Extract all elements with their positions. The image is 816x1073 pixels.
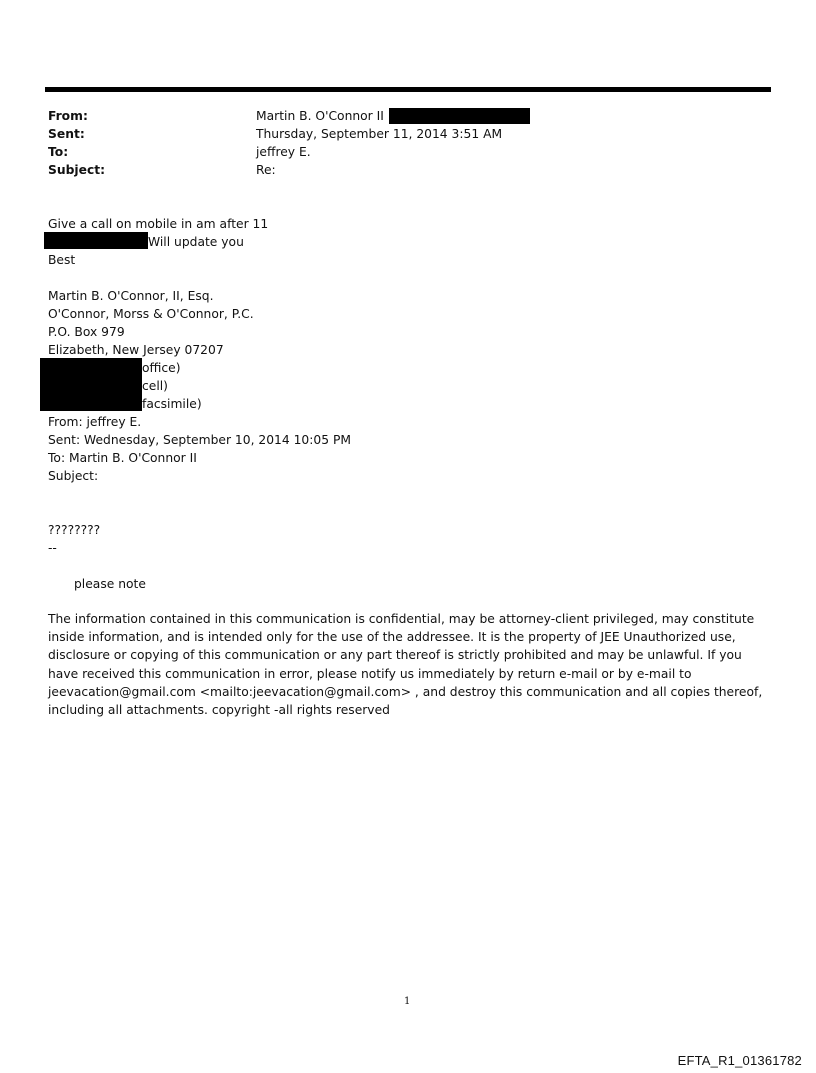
redaction-phone-numbers (40, 358, 142, 411)
body-line-best: Best (48, 253, 76, 267)
signature-firm: O'Connor, Morss & O'Connor, P.C. (48, 307, 254, 321)
signature-name: Martin B. O'Connor, II, Esq. (48, 289, 214, 303)
confidentiality-disclaimer: The information contained in this communication is confidential, may be attorney-client privileged, may constitute inside information, and is intended only for the use of the addressee. It is the property of JEE Unauthorized use, disclosure or copying of this communication or any part thereof is strictly prohibited and may be unlawful. If you have received this communication in error, please notify us immediately by return e-mail or by e-mail to jeevacation@gmail.com <mailto:jeevacation@gmail.com> , and destroy this communication and all copies thereof, including all attachments. copyright -all rights reserved (48, 612, 763, 718)
quoted-to: To: Martin B. O'Connor II (48, 451, 197, 465)
body-line-call: Give a call on mobile in am after 11 (48, 217, 269, 231)
header-rule (45, 87, 771, 92)
sent-value: Thursday, September 11, 2014 3:51 AM (256, 127, 503, 141)
signature-city: Elizabeth, New Jersey 07207 (48, 343, 224, 357)
redaction-email-address (389, 108, 530, 124)
to-value: jeffrey E. (256, 145, 311, 159)
from-label: From: (48, 109, 88, 123)
page-number: 1 (404, 996, 411, 1007)
signature-cell: cell) (142, 379, 168, 393)
signature-po-box: P.O. Box 979 (48, 325, 125, 339)
redaction-body (44, 232, 148, 249)
to-label: To: (48, 145, 69, 159)
document-id: EFTA_R1_01361782 (677, 1053, 802, 1068)
sent-label: Sent: (48, 127, 85, 141)
body-line-update: Will update you (148, 235, 244, 249)
quoted-subject: Subject: (48, 469, 99, 483)
signature-office: office) (142, 361, 181, 375)
signature-fax: facsimile) (142, 397, 202, 411)
subject-value: Re: (256, 163, 276, 177)
from-value: Martin B. O'Connor II (256, 109, 384, 123)
quoted-question-marks: ???????? (48, 523, 101, 537)
subject-label: Subject: (48, 163, 106, 177)
quoted-sent: Sent: Wednesday, September 10, 2014 10:05 PM (48, 433, 351, 447)
quoted-please-note: please note (74, 577, 146, 591)
quoted-separator: -- (48, 541, 57, 555)
quoted-from: From: jeffrey E. (48, 415, 142, 429)
